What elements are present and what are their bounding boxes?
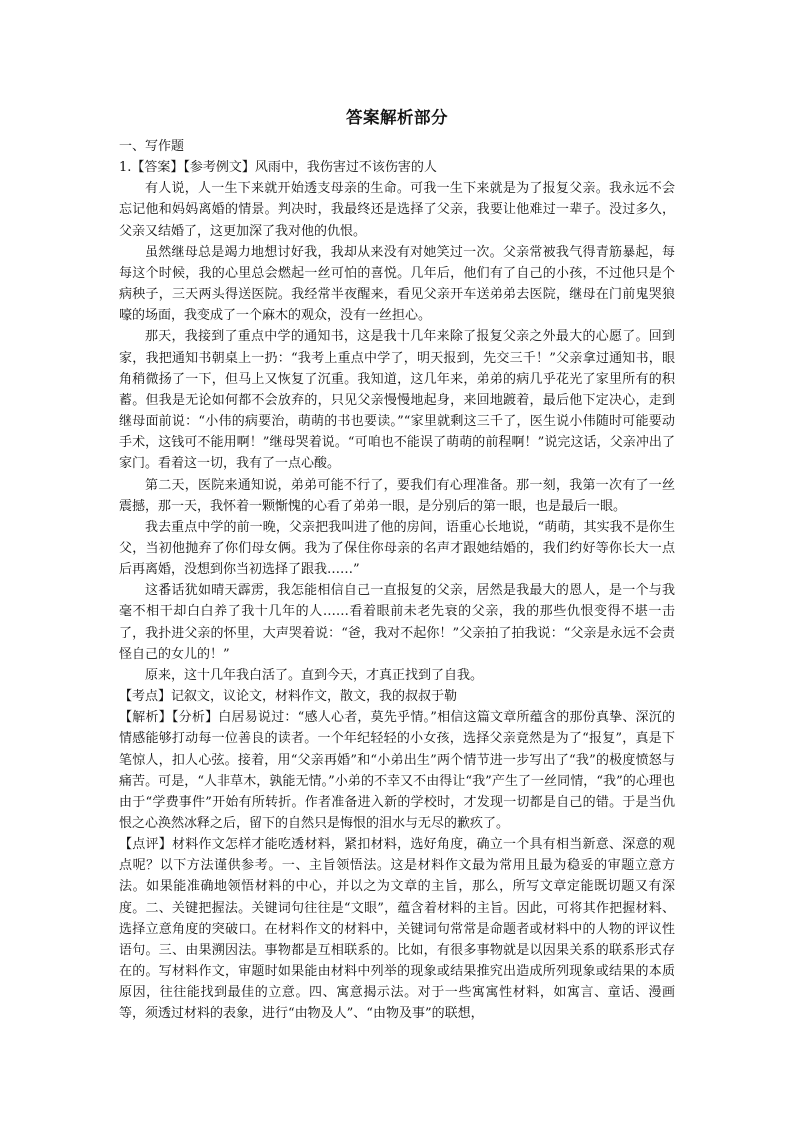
essay-paragraph-3: 那天，我接到了重点中学的通知书，这是我十几年来除了报复父亲之外最大的心愿了。回到家，我把通知书朝桌上一扔：“我考上重点中学了，明天报到，先交三千！”父亲拿过通知书，眼角稍微扬了一下，但马上又恢复了沉重。我知道，这几年来，弟弟的病几乎花光了家里所有的积蓄。但我是无论如何都不会放弃的，只见父亲慢慢地起身，来回地踱着，最后他下定决心，走到继母面前说：“小伟的病要治，萌萌的书也要读。”“家里就剩这三千了，医生说小伟随时可能要动手术，这钱可不能用啊！”继母哭着说。“可咱也不能误了萌萌的前程啊！”说完这话，父亲冲出了家门。看着这一切，我有了一点心酸。 <box>119 329 675 472</box>
essay-paragraph-7: 原来，这十几年我白活了。直到今天，才真正找到了自我。 <box>145 667 484 683</box>
kaodian-section: 【考点】记叙文，议论文，材料作文，散文，我的叔叔于勒 <box>119 689 458 705</box>
dianping-section: 【点评】材料作文怎样才能吃透材料，紧扣材料，选好角度，确立一个具有相当新意、深意的观点呢？以下方法谨供参考。一、主旨领悟法。这是材料作文最为常用且最为稳妥的审题立意方法。如果能准确地领悟材料的中心，并以之为文章的主旨，那么，所写文章定能既切题又有深度。二、关键把握法。关键词句往往是“文眼”，蕴含着材料的主旨。因此，可将其作把握材料、选择立意角度的突破口。在材料作文的材料中，关键词句常常是命题者或材料中的人物的评议性语句。三、由果溯因法。事物都是互相联系的。比如，有很多事物就是以因果关系的联系形式存在的。写材料作文，审题时如果能由材料中列举的现象或结果推究出造成所列现象或结果的本质原因，往往能找到最佳的立意。四、寓意揭示法。对于一些寓寓性材料，如寓言、童话、漫画等，须透过材料的表象，进行“由物及人”、“由物及事”的联想， <box>119 837 675 1022</box>
section-heading: 一、写作题 <box>119 139 185 154</box>
essay-paragraph-6: 这番话犹如晴天霹雳，我怎能相信自己一直报复的父亲，居然是我最大的恩人，是一个与我毫不相干却白白养了我十几年的人……看着眼前未老先衰的父亲，我的那些仇恨变得不堪一击了，我扑进父亲的怀里，大声哭着说：“爸，我对不起你！”父亲拍了拍我说：“父亲是永远不会责怪自己的女儿的！” <box>119 583 675 662</box>
jiexi-section: 【解析】【分析】白居易说过：“感人心者，莫先乎情。”相信这篇文章所蕴含的那份真挚、深沉的情感能够打动每一位善良的读者。一个年纪轻轻的小女孩，选择父亲竟然是为了“报复”，真是下笔惊人，扣人心弦。接着，用“父亲再婚”和“小弟出生”两个情节进一步写出了“我”的极度愤怒与痛苦。可是，“人非草木，孰能无情。”小弟的不幸又不由得让“我”产生了一丝同情，“我”的心理也由于“学费事件”开始有所转折。作者准备进入新的学校时，才发现一切都是自己的错。于是当仇恨之心涣然冰释之后，留下的自然只是悔恨的泪水与无尽的歉疚了。 <box>119 710 675 831</box>
essay-paragraph-4: 第二天，医院来通知说，弟弟可能不行了，要我们有心理准备。那一刻，我第一次有了一丝震撼，那一天，我怀着一颗惭愧的心看了弟弟一眼，是分别后的第一眼，也是最后一眼。 <box>119 477 675 514</box>
essay-paragraph-5: 我去重点中学的前一晚，父亲把我叫进了他的房间，语重心长地说，“萌萌，其实我不是你生父，当初他抛弃了你们母女俩。我为了保住你母亲的名声才跟她结婚的，我们约好等你长大一点后再离婚，没想到你当初选择了跟我……” <box>119 519 675 578</box>
page-title: 答案解析部分 <box>346 108 448 127</box>
essay-paragraph-2: 虽然继母总是竭力地想讨好我，我却从来没有对她笑过一次。父亲常被我气得青筋暴起，每每这个时候，我的心里总会燃起一丝可怕的喜悦。几年后，他们有了自己的小孩，不过他只是个病秧子，三天两头得送医院。我经常半夜醒来，看见父亲开车送弟弟去医院，继母在门前鬼哭狼嚎的场面，我变成了一个麻木的观众，没有一丝担心。 <box>119 244 675 324</box>
document-body <box>119 106 675 1025</box>
essay-paragraph-1: 有人说，人一生下来就开始透支母亲的生命。可我一生下来就是为了报复父亲。我永远不会忘记他和妈妈离婚的情景。判决时，我最终还是选择了父亲，我要让他难过一辈子。没过多久，父亲又结婚了，这更加深了我对他的仇恨。 <box>119 181 675 239</box>
question-line: 1.【答案】【参考例文】风雨中，我伤害过不该伤害的人 <box>119 160 437 176</box>
